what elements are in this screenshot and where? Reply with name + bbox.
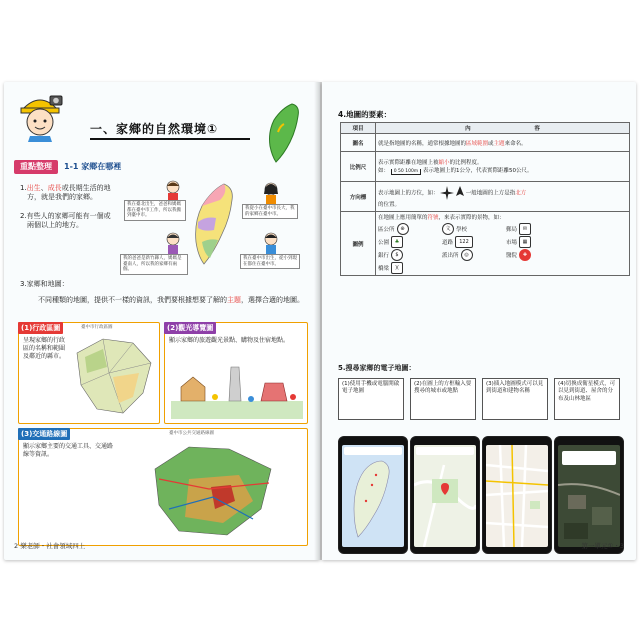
- legend-item: [442, 236, 502, 248]
- scale-example-text: 表示地圖上的1公分，代表實際距離50公尺。: [422, 168, 533, 174]
- phone-screenshot-2: [410, 436, 480, 554]
- kid-avatar-1: [164, 180, 182, 202]
- callout-2: 我從小在臺中市長大，我的家鄉在臺中市。: [242, 204, 298, 219]
- table-header-content: [376, 123, 630, 134]
- bridge-icon: )(: [391, 262, 403, 274]
- step-3: (3)插入地圖模式可以見到街道和建物名稱: [482, 378, 548, 420]
- legend-intro: [378, 213, 627, 221]
- callout-4: 我在臺中市出生，從小到現在都住在臺中市。: [240, 254, 300, 269]
- tourism-illustration: [171, 357, 303, 419]
- callout-3: 我的爸爸是新竹縣人，媽媽是臺南人，所以我的家鄉有兩個。: [120, 254, 188, 275]
- lesson-title: 一、家鄉的自然環境①: [90, 122, 219, 136]
- map-title-text-b: 或: [488, 140, 494, 147]
- row-content-legend: [376, 212, 630, 276]
- legend-name-0: 區公所: [378, 227, 395, 233]
- legend-name-5: 市場: [506, 240, 518, 246]
- card-map-title-administrative: 臺中市行政區圖: [81, 325, 113, 330]
- map-title-keyword-area: 區域範圍: [466, 140, 489, 147]
- kid-avatar-4: [262, 232, 280, 254]
- table-header-content-2: 容: [534, 126, 540, 132]
- scale-text-1: 表示實際距離在地圖上被: [378, 160, 439, 166]
- post-office-icon: ✉: [519, 223, 531, 235]
- row-label-map-title: 圖名: [341, 134, 376, 152]
- legend-name-1: 學校: [456, 227, 468, 233]
- map-elements-table: [340, 122, 630, 276]
- card-map-title-transport: 臺中市公共交通路線圖: [169, 431, 214, 436]
- map-card-transport: [18, 428, 308, 546]
- legend-name-3: 公園: [378, 240, 390, 246]
- map-title-text-c: 來命名。: [504, 140, 527, 147]
- row-content-compass: [376, 182, 630, 212]
- legend-name-2: 郵局: [506, 227, 518, 233]
- map-app-street-view: [486, 445, 548, 547]
- map-title-keyword-theme: 主題: [493, 140, 505, 147]
- row-label-scale: 比例尺: [341, 152, 376, 182]
- phone-screenshot-4: [554, 436, 624, 554]
- section-5-title: 5.搜尋家鄉的電子地圖：: [338, 364, 416, 372]
- map-card-administrative: [18, 322, 160, 424]
- card-text-tourism: 顯示家鄉的旅遊觀光景點、購物及住宿地點。: [169, 337, 290, 344]
- park-icon: ♣: [391, 236, 403, 248]
- step-2: (2)在圖上的方框輸入要搜尋的城市或地點: [410, 378, 476, 420]
- legend-item: [378, 236, 438, 248]
- left-page-footer: 2 樂老師・社會領域四上: [14, 542, 86, 550]
- legend-item: [506, 249, 566, 261]
- bank-icon: $: [391, 249, 403, 261]
- point-3-keyword: 主題: [227, 296, 241, 304]
- table-header-item: 項目: [341, 123, 376, 134]
- table-row: [341, 152, 630, 182]
- compass-keyword: 北方: [515, 190, 527, 196]
- road-icon: 122: [455, 236, 473, 248]
- legend-item: [442, 223, 502, 235]
- legend-item: [378, 249, 438, 261]
- table-header-content-1: 內: [465, 126, 471, 132]
- open-book: [4, 82, 636, 560]
- right-page-footer: 第一單元①・3: [581, 542, 624, 550]
- compass-text-2: 的位置。: [378, 201, 401, 208]
- legend-intro-a: 在地圖上應用簡單的: [378, 215, 428, 221]
- step-4: (4)切換成衛星模式，可以見到街道、屋舍的分布及山林地區: [554, 378, 620, 420]
- card-text-administrative: 呈現家鄉的行政區的名稱和範圍及鄰近的縣市。: [23, 337, 66, 361]
- scale-bar: 0 50 100m: [391, 169, 421, 175]
- scale-example-prefix: 如：: [378, 168, 390, 174]
- legend-item: [378, 223, 438, 235]
- table-header-row: [341, 123, 630, 134]
- map-elements-title: 4.地圖的要素：: [338, 110, 392, 119]
- taiwan-map-illustration: [262, 102, 302, 164]
- card-tag-tourism: (2)觀光導覽圖: [164, 322, 216, 334]
- point-1-line2: 方，就是我們的家鄉。: [27, 193, 97, 202]
- compass-text-1: 表示地圖上的方位，如：: [378, 190, 439, 196]
- point-3-text-2: ，選擇合適的地圖。: [241, 296, 304, 304]
- point-1-keyword-birth: 出生: [26, 184, 41, 192]
- point-2-line2: 兩個以上的地方。: [27, 221, 83, 230]
- point-1-keyword-grow: 成長: [47, 184, 62, 192]
- map-title-text-a: 就是指地圖的名稱，通常根據地圖的: [378, 140, 467, 147]
- legend-name-9: 橋梁: [378, 266, 390, 272]
- legend-name-4: 道路: [442, 240, 454, 246]
- point-3-title: 3.家鄉和地圖：: [20, 280, 69, 288]
- taiwan-cities-map: [188, 182, 238, 266]
- legend-keyword: 符號: [427, 215, 439, 221]
- scale-keyword: 縮小: [438, 160, 450, 166]
- row-content-scale: [376, 152, 630, 182]
- scale-text-1b: 的比例程度。: [449, 160, 483, 166]
- legend-grid: [378, 223, 627, 274]
- transport-route-map: [149, 439, 279, 541]
- point-1-text: 或長期生活的地: [61, 184, 111, 192]
- right-page: [322, 82, 636, 560]
- kid-avatar-2: [262, 182, 280, 204]
- legend-intro-b: ，來表示實際的景物，如：: [438, 215, 505, 221]
- point-1-prefix: 1.: [20, 184, 27, 192]
- compass-text-1b: 一般地圖的上方是指: [465, 190, 516, 196]
- compass-rose-icon: [440, 186, 454, 200]
- legend-name-7: 派出所: [442, 253, 459, 259]
- north-arrow-icon: [456, 186, 464, 200]
- boy-with-camera-illustration: [16, 90, 64, 142]
- legend-name-6: 銀行: [378, 253, 390, 259]
- legend-item: [506, 236, 566, 248]
- hospital-icon: ✚: [519, 249, 531, 261]
- card-text-transport: 顯示家鄉主要的交通工具、交通路線等資訊。: [23, 443, 114, 459]
- point-1-separator: 、: [40, 184, 48, 192]
- map-app-satellite-view: [558, 445, 620, 547]
- step-1: (1)使用手機或電腦開啟電子地圖: [338, 378, 404, 420]
- phone-screenshot-1: [338, 436, 408, 554]
- point-3-paragraph: [20, 296, 306, 305]
- school-icon: 文: [442, 223, 454, 235]
- phone-screenshot-3: [482, 436, 552, 554]
- police-station-icon: ◎: [461, 249, 473, 261]
- key-points-badge: 重點整理: [14, 160, 58, 174]
- card-tag-administrative: (1)行政區圖: [18, 322, 63, 334]
- table-row: [341, 182, 630, 212]
- row-content-map-title: [376, 134, 630, 152]
- table-row: [341, 134, 630, 152]
- section-heading: 1-1 家鄉在哪裡: [64, 162, 122, 171]
- legend-name-8: 醫院: [506, 253, 518, 259]
- map-app-taiwan-view: [342, 445, 404, 547]
- district-office-icon: ⊕: [397, 223, 409, 235]
- map-card-tourism: [164, 322, 308, 424]
- administrative-district-map: [73, 333, 155, 419]
- callout-1: 我在臺北出生，爸爸和媽媽都在臺中市工作，所以我搬到臺中市。: [124, 200, 186, 221]
- legend-item: [506, 223, 566, 235]
- market-icon: ▦: [519, 236, 531, 248]
- title-underline: [90, 138, 250, 140]
- card-tag-transport: (3)交通路線圖: [18, 428, 70, 440]
- row-label-legend: 圖例: [341, 212, 376, 276]
- point-2-line1: 2.有些人的家鄉可能有一個或: [20, 212, 111, 220]
- legend-item: [442, 249, 502, 261]
- table-row: [341, 212, 630, 276]
- row-label-compass: 方向標: [341, 182, 376, 212]
- legend-item: [378, 262, 438, 274]
- kid-avatar-3: [164, 232, 182, 254]
- left-page: [4, 82, 320, 560]
- map-app-search-view: [414, 445, 476, 547]
- point-3-text-1: 不同種類的地圖，提供不一樣的資訊，我們要根據想要了解的: [38, 296, 227, 304]
